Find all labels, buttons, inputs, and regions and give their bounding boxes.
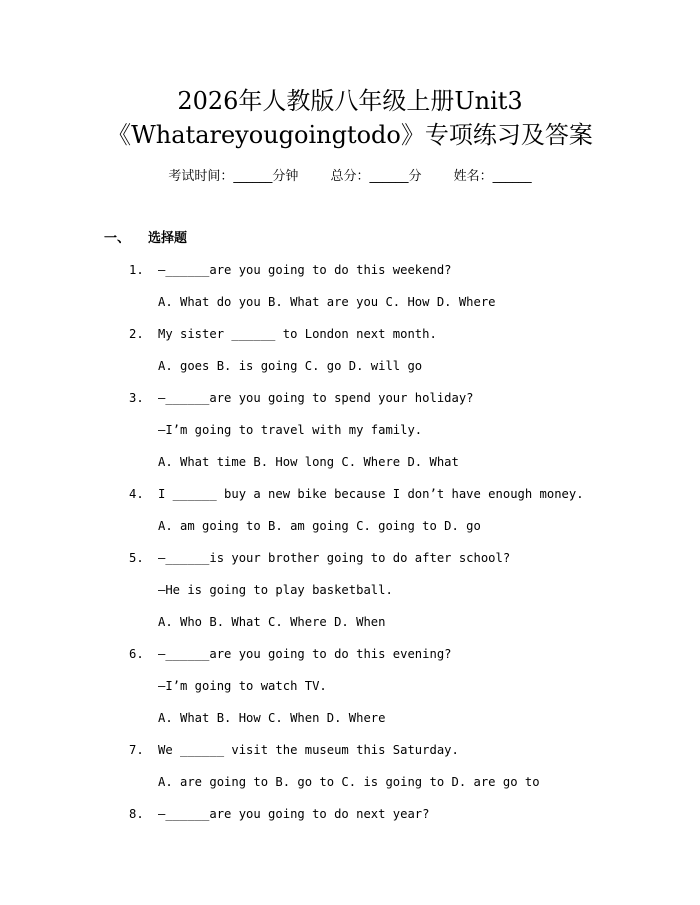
question-item	[0, 260, 700, 292]
question-line	[0, 420, 700, 452]
question-item	[0, 548, 700, 580]
question-option-line: A. goes B. is going C. go D. will go	[158, 359, 423, 373]
question-number: 5.	[129, 551, 144, 565]
question-item	[0, 324, 700, 356]
question-option-line: —He is going to play basketball.	[158, 583, 393, 597]
question-line	[0, 516, 700, 548]
question-number: 6.	[129, 647, 144, 661]
question-item	[0, 484, 700, 516]
question-text: —______are you going to do this weekend?	[158, 263, 452, 277]
question-item	[0, 388, 700, 420]
exam-time-label: 考试时间：______分钟	[168, 169, 299, 184]
question-text: We ______ visit the museum this Saturday.	[158, 743, 459, 757]
question-option-line: —I’m going to travel with my family.	[158, 423, 423, 437]
question-number: 4.	[129, 487, 144, 501]
question-number: 2.	[129, 327, 144, 341]
document-title-line2: 《Whatareyougoingtodo》专项练习及答案	[107, 121, 593, 149]
student-name-label: 姓名：______	[453, 169, 532, 184]
question-text: —______are you going to do this evening?	[158, 647, 452, 661]
exam-meta	[0, 168, 700, 186]
question-list	[0, 260, 700, 836]
question-text: My sister ______ to London next month.	[158, 327, 437, 341]
total-score-label: 总分：______分	[330, 169, 422, 184]
question-line	[0, 452, 700, 484]
question-option-line: A. are going to B. go to C. is going to D. are go to	[158, 775, 540, 789]
question-text: —______is your brother going to do after school?	[158, 551, 511, 565]
question-number: 8.	[129, 807, 144, 821]
question-item	[0, 644, 700, 676]
document-title-line1: 2026年人教版八年级上册Unit3	[177, 87, 523, 115]
question-number: 3.	[129, 391, 144, 405]
section-title: 选择题	[148, 231, 188, 246]
question-line	[0, 292, 700, 324]
question-text: I ______ buy a new bike because I don’t have enough money.	[158, 487, 584, 501]
question-option-line: A. What time B. How long C. Where D. What	[158, 455, 459, 469]
question-line	[0, 356, 700, 388]
question-line	[0, 772, 700, 804]
question-option-line: —I’m going to watch TV.	[158, 679, 327, 693]
question-option-line: A. Who B. What C. Where D. When	[158, 615, 386, 629]
section-number: 一、	[104, 231, 131, 246]
question-option-line: A. What do you B. What are you C. How D. Where	[158, 295, 496, 309]
question-number: 1.	[129, 263, 144, 277]
question-number: 7.	[129, 743, 144, 757]
question-option-line: A. am going to B. am going C. going to D. go	[158, 519, 481, 533]
question-option-line: A. What B. How C. When D. Where	[158, 711, 386, 725]
question-line	[0, 676, 700, 708]
question-text: —______are you going to spend your holiday?	[158, 391, 474, 405]
question-text: —______are you going to do next year?	[158, 807, 430, 821]
question-item	[0, 804, 700, 836]
question-item	[0, 740, 700, 772]
question-line	[0, 612, 700, 644]
section-heading	[104, 230, 187, 248]
question-line	[0, 708, 700, 740]
question-line	[0, 580, 700, 612]
